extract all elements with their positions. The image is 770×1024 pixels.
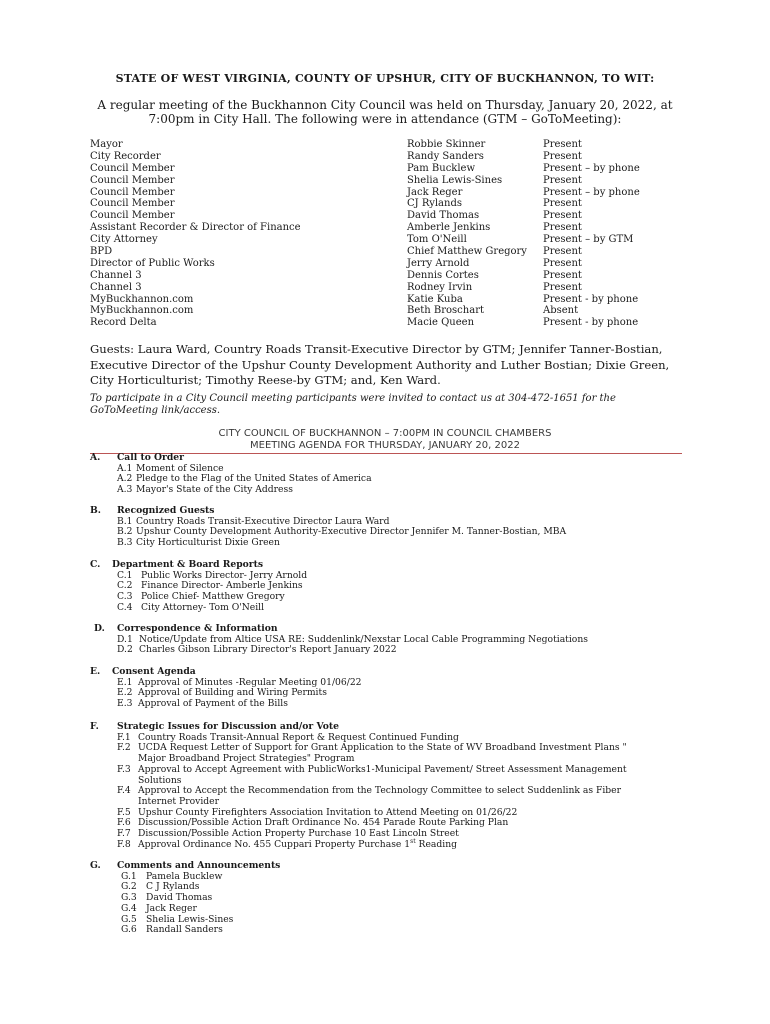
item-number: D.2 (117, 644, 133, 656)
agenda-item (121, 893, 681, 904)
attendee-status: Present - by phone (543, 293, 639, 305)
item-text: Approval to Accept Agreement with PublicWorks1-Municipal Pavement/ Street Assessment Management Solutions (138, 763, 627, 786)
item-text: Public Works Director- Jerry Arnold (141, 569, 308, 581)
section-letter: A. (90, 452, 101, 463)
item-text: Approval to Accept the Recommendation from the Technology Committee to select Suddenlink as Fiber Internet Provider (138, 785, 622, 807)
attendee-name: Macie Queen (407, 317, 475, 329)
item-number: G.4 (121, 902, 137, 914)
attendee-role: Council Member (90, 174, 175, 186)
item-number: B.1 (117, 515, 133, 527)
attendee-status: Absent (543, 305, 579, 317)
item-text: Police Chief- Matthew Gregory (141, 591, 285, 603)
item-text: David Thomas (146, 892, 213, 904)
agenda-title (0, 428, 770, 452)
attendee-name: CJ Rylands (407, 198, 462, 210)
section-title: Strategic Issues for Discussion and/or Vote (117, 721, 339, 732)
attendee-role: Council Member (90, 210, 175, 222)
item-number: G.3 (121, 892, 137, 904)
item-text: Approval of Payment of the Bills (138, 698, 288, 710)
item-number: A.1 (117, 462, 133, 474)
agenda-item (117, 603, 677, 614)
section-title: Correspondence & Information (117, 623, 278, 634)
item-text: City Horticulturist Dixie Green (136, 537, 280, 549)
attendee-status: Present (543, 198, 582, 210)
item-text: Country Roads Transit-Executive Director Laura Ward (136, 515, 390, 527)
attendee-status: Present (543, 222, 582, 234)
agenda-item (117, 699, 677, 710)
attendee-name: Rodney Irvin (407, 281, 473, 293)
item-number: B.2 (117, 526, 133, 538)
agenda-title-line-1: CITY COUNCIL OF BUCKHANNON – 7:00PM IN COUNCIL CHAMBERS (218, 428, 552, 439)
attendee-status: Present – by phone (543, 186, 640, 198)
attendee-role: Mayor (90, 139, 123, 150)
item-text: C J Rylands (146, 881, 200, 893)
attendee-name: Pam Bucklew (407, 162, 476, 174)
item-number: C.2 (117, 580, 133, 592)
item-text: Approval of Building and Wiring Permits (138, 687, 327, 699)
attendee-name: Shelia Lewis-Sines (407, 174, 503, 186)
attendee-name: David Thomas (407, 210, 480, 222)
attendee-name: Robbie Skinner (407, 139, 486, 150)
ordinal-suffix: st (410, 837, 416, 845)
attendee-status: Present (543, 281, 582, 293)
item-text: Finance Director- Amberle Jenkins (141, 580, 303, 592)
section-items (117, 733, 649, 851)
item-number: F.4 (117, 785, 131, 797)
attendee-role: Record Delta (90, 317, 157, 329)
section-title: Recognized Guests (117, 505, 215, 516)
item-text: Jack Reger (146, 902, 197, 914)
section-letter: B. (90, 505, 101, 516)
item-text: UCDA Request Letter of Support for Grant Application to the State of WV Broadband Investment Plans " Major Broadband Project Strategies" Program (138, 742, 627, 765)
agenda-item (117, 765, 649, 786)
agenda-item (117, 837, 649, 851)
attendee-role: BPD (90, 246, 113, 258)
item-number: A.2 (117, 473, 133, 485)
section-letter: C. (90, 559, 101, 570)
attendee-status: Present - by phone (543, 317, 639, 329)
section-letter: F. (90, 721, 99, 732)
attendee-status: Present (543, 246, 582, 258)
agenda-item (117, 743, 649, 764)
attendee-role: City Attorney (90, 234, 158, 246)
item-number: F.1 (117, 731, 131, 743)
section-items (117, 635, 677, 656)
item-number: D.1 (117, 633, 133, 645)
attendee-role: Channel 3 (90, 269, 142, 281)
section-items (117, 517, 677, 549)
attendee-name: Chief Matthew Gregory (407, 246, 527, 258)
section-items (117, 678, 677, 710)
item-text: Shelia Lewis-Sines (146, 913, 234, 925)
participation-note: To participate in a City Council meeting participants were invited to contact us at 304-472-1651 for the GoToMeeting link/access. (90, 393, 616, 416)
item-text: City Attorney- Tom O'Neill (141, 601, 265, 613)
attendance-roles-column (90, 139, 301, 329)
section-items (117, 571, 677, 614)
guests-paragraph: Guests: Laura Ward, Country Roads Transit-Executive Director by GTM; Jennifer Tanner-Bostian, Executive Director of the Upshur County Development Authority and Luther Bostian; Dixie Green, City Horticulturist; Timothy Reese-by GTM; and, Ken Ward. (90, 342, 670, 387)
item-number: A.3 (117, 484, 133, 496)
item-text: Charles Gibson Library Director's Report January 2022 (139, 644, 397, 656)
agenda-item (117, 786, 649, 807)
item-number: C.1 (117, 569, 133, 581)
item-number: F.7 (117, 828, 131, 840)
item-text: Upshur County Development Authority-Executive Director Jennifer M. Tanner-Bostian, MBA (136, 526, 567, 538)
item-text: Country Roads Transit-Annual Report & Request Continued Funding (138, 731, 459, 743)
section-items (117, 464, 677, 496)
attendee-name: Beth Broschart (407, 305, 484, 317)
attendee-role: Channel 3 (90, 281, 142, 293)
section-items (121, 872, 681, 936)
section-letter: E. (90, 666, 101, 677)
item-text: Approval Ordinance No. 455 Cuppari Property Purchase 1st Reading (138, 837, 457, 850)
attendee-status: Present (543, 210, 582, 222)
item-number: F.8 (117, 838, 131, 850)
item-number: E.2 (117, 687, 133, 699)
item-number: G.6 (121, 924, 137, 936)
section-letter: G. (90, 860, 101, 871)
item-text: Approval of Minutes -Regular Meeting 01/06/22 (138, 676, 362, 688)
item-number: G.5 (121, 913, 137, 925)
agenda-title-line-2: MEETING AGENDA FOR THURSDAY, JANUARY 20, 2022 (250, 440, 520, 451)
section-title: Comments and Announcements (117, 860, 281, 871)
attendee-role: Director of Public Works (90, 257, 215, 269)
agenda-item (121, 925, 681, 936)
item-number: G.2 (121, 881, 137, 893)
item-number: F.5 (117, 806, 131, 818)
agenda-item (117, 485, 677, 496)
attendee-status: Present (543, 139, 582, 150)
item-number: G.1 (121, 870, 137, 882)
agenda-item (121, 872, 681, 883)
attendee-role: City Recorder (90, 150, 161, 162)
item-number: E.3 (117, 698, 133, 710)
item-number: C.3 (117, 591, 133, 603)
attendee-status: Present – by phone (543, 162, 640, 174)
item-text: Mayor's State of the City Address (136, 484, 293, 496)
attendee-status: Present (543, 269, 582, 281)
attendee-status: Present (543, 257, 582, 269)
attendee-role: Council Member (90, 186, 175, 198)
attendee-status: Present (543, 150, 582, 162)
attendee-role: Assistant Recorder & Director of Finance (90, 222, 301, 234)
item-number: F.6 (117, 817, 131, 829)
attendee-name: Jack Reger (407, 186, 463, 198)
agenda-item (117, 645, 677, 656)
agenda-item (117, 538, 677, 549)
attendance-status-column (543, 139, 640, 329)
meeting-intro: A regular meeting of the Buckhannon City Council was held on Thursday, January 20, 2022, at 7:00pm in City Hall. The following were in attendance (GTM – GoToMeeting): (97, 98, 673, 126)
item-text: Discussion/Possible Action Property Purchase 10 East Lincoln Street (138, 828, 459, 840)
attendee-role: MyBuckhannon.com (90, 293, 194, 305)
attendee-name: Randy Sanders (407, 150, 484, 162)
item-number: F.3 (117, 763, 131, 775)
item-text: Upshur County Firefighters Association Invitation to Attend Meeting on 01/26/22 (138, 806, 518, 818)
attendance-names-column (407, 139, 527, 329)
section-title: Consent Agenda (112, 666, 196, 677)
attendee-name: Amberle Jenkins (407, 222, 491, 234)
attendee-name: Jerry Arnold (407, 257, 470, 269)
section-title: Department & Board Reports (112, 559, 264, 570)
attendee-status: Present – by GTM (543, 234, 634, 246)
item-number: E.1 (117, 676, 133, 688)
attendee-name: Dennis Cortes (407, 269, 479, 281)
item-number: C.4 (117, 601, 133, 613)
attendee-name: Tom O'Neill (407, 234, 467, 246)
item-number: F.2 (117, 742, 131, 754)
attendee-role: Council Member (90, 198, 175, 210)
item-number: B.3 (117, 537, 133, 549)
attendee-role: MyBuckhannon.com (90, 305, 194, 317)
attendee-role: Council Member (90, 162, 175, 174)
attendee-status: Present (543, 174, 582, 186)
document-heading: STATE OF WEST VIRGINIA, COUNTY OF UPSHUR, CITY OF BUCKHANNON, TO WIT: (115, 72, 655, 85)
item-text: Randall Sanders (146, 924, 223, 936)
section-title: Call to Order (117, 452, 184, 463)
section-letter: D. (94, 623, 105, 634)
item-text: Discussion/Possible Action Draft Ordinance No. 454 Parade Route Parking Plan (138, 817, 509, 829)
item-text: Pledge to the Flag of the United States of America (136, 473, 372, 485)
item-text: Moment of Silence (136, 462, 224, 474)
attendee-name: Katie Kuba (407, 293, 463, 305)
item-text: Pamela Bucklew (146, 870, 223, 882)
item-text: Notice/Update from Altice USA RE: Suddenlink/Nexstar Local Cable Programming Negotiations (139, 633, 588, 645)
agenda-item (121, 904, 681, 915)
